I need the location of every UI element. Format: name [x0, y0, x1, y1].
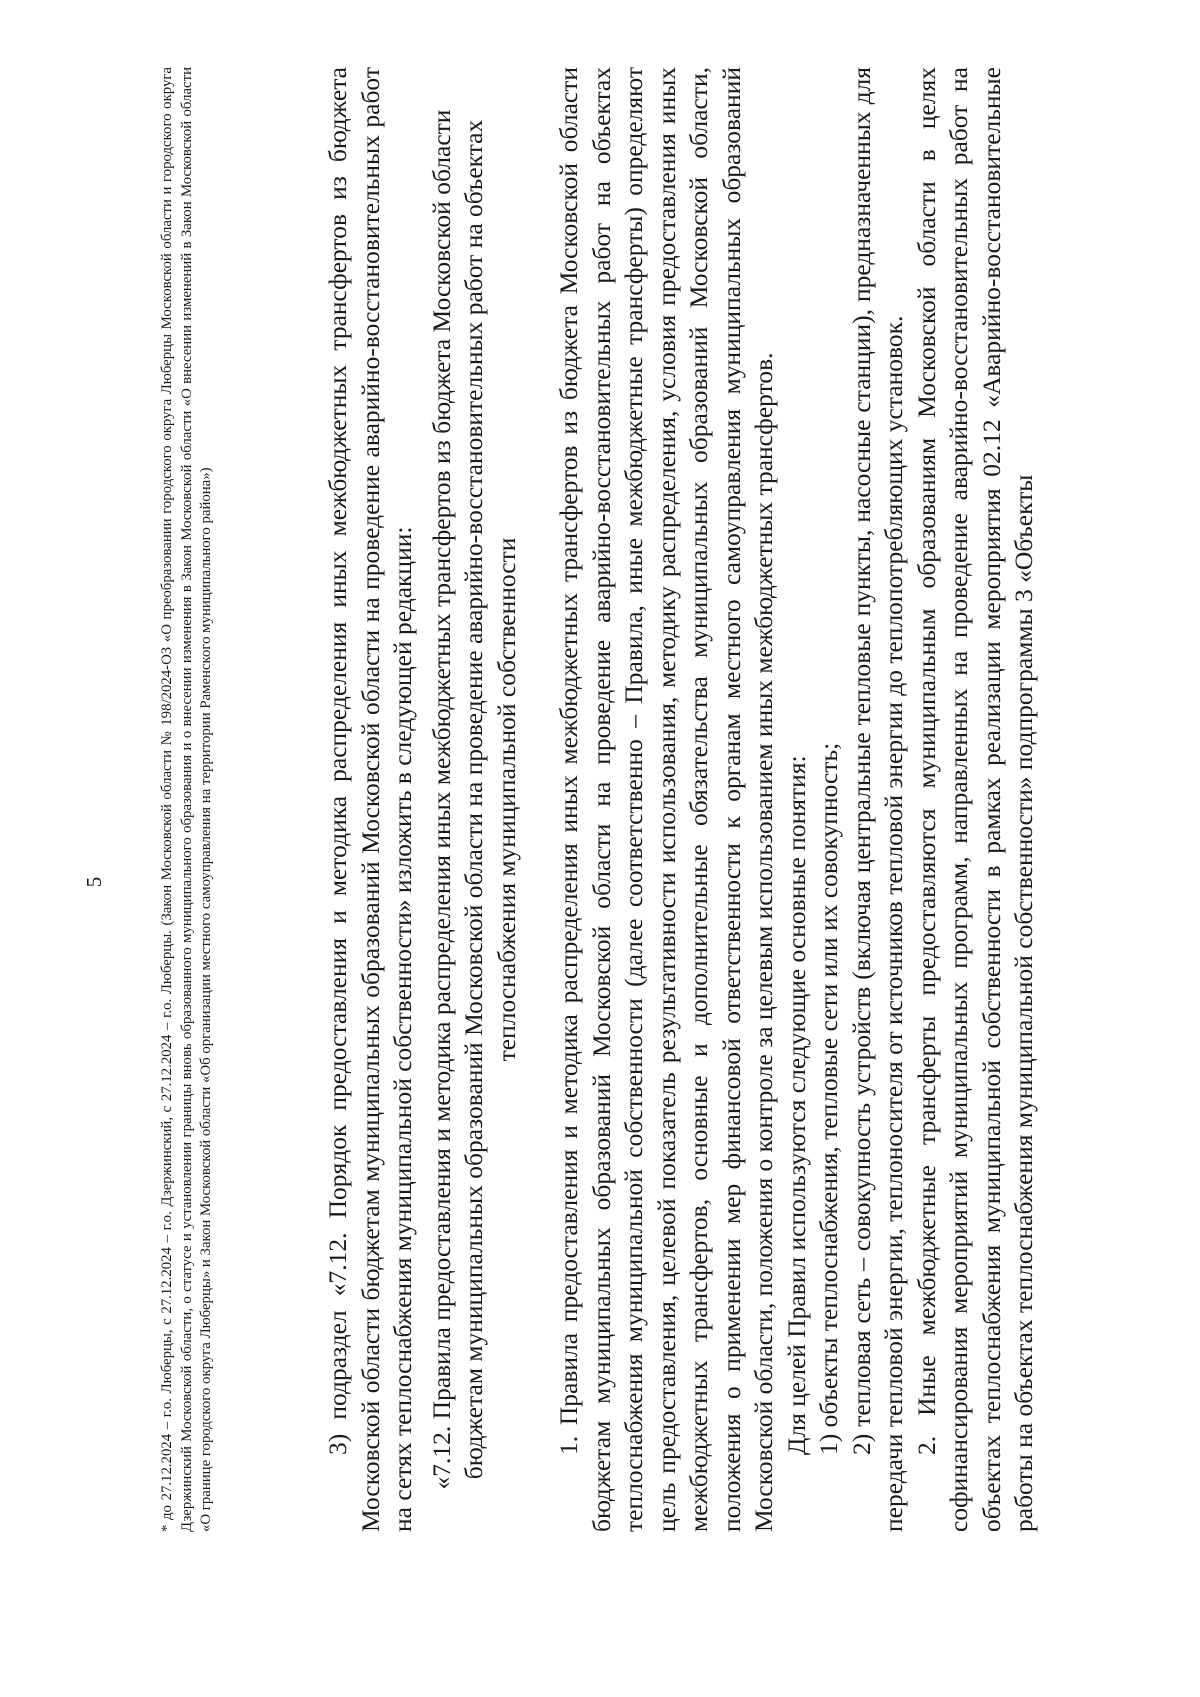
section-heading: «7.12. Правила предоставления и методика распределения иных межбюджетных трансфертов из бюджета Московской области бюджетам муниципальных образований Московской области на проведение аварийно-восстановительных работ на объектах теплоснабжения муниципальной собственности: [426, 109, 521, 1490]
page-number: 5: [82, 876, 106, 888]
paragraph-1: 1. Правила предоставления и методика распределения иных межбюджетных трансфертов из бюджета Московской области бюджетам муниципальных образований Московской области на проведение аварийно-восстановительных работ на объектах теплоснабжения муниципальной собственности (далее соответственно – Правила, иные межбюджетные трансферты) определяют цель предоставления, целевой показатель результативности использования, методику распределения, условия предоставления иных межбюджетных трансфертов, основные и дополнительные обязательства муниципальных образований Московской области, положения о применении мер финансовой ответственности к органам местного самоуправления муниципальных образований Московской области, положения о контроле за целевым использованием иных межбюджетных трансфертов.: [554, 67, 778, 1532]
definition-2: 2) тепловая сеть – совокупность устройств (включая центральные тепловые пункты, насосные станции), предназначенных для передачи тепловой энергии, теплоносителя от источников тепловой энергии до теплопотребляющих установок.: [846, 67, 908, 1532]
paragraph-2: 2. Иные межбюджетные трансферты предоставляются муниципальным образованиям Московской области в целях софинансирования мероприятий муниципальных программ, направленных на проведение аварийно-восстановительных работ на объектах теплоснабжения муниципальной собственности в рамках реализации мероприятия 02.12 «Аварийно-восстановительные работы на объектах теплоснабжения муниципальной собственности» подпрограммы 3 «Объекты: [911, 67, 1038, 1532]
definition-1: 1) объекты теплоснабжения, тепловые сети или их совокупность;: [814, 742, 843, 1455]
definitions-intro: Для целей Правил используются следующие основные понятия:: [781, 755, 811, 1455]
amendment-paragraph: 3) подраздел «7.12. Порядок предоставления и методика распределения иных межбюджетных трансфертов из бюджета Московской области бюджетам муниципальных образований Московской области на проведение аварийно-восстановительных работ на сетях теплоснабжения муниципальной собственности» изложить в следующей редакции:: [323, 67, 417, 1532]
footnote: * до 27.12.2024 – г.о. Люберцы, с 27.12.2024 – г.о. Дзержинский, с 27.12.2024 – г.о. Люберцы. (Закон Московской области № 198/2024-ОЗ «О преобразовании городского округа Люберцы Московской области и городского округа Дзержинский Московской области, о статусе и установлении границы вновь образованного муниципального образования и о внесении изменения в Закон Московской области «О внесении изменений в Закон Московской области «О границе городского округа Люберцы» и Закон Московской области «Об организации местного самоуправления на территории Раменского муниципального района»): [159, 67, 214, 1532]
main-text: [322, 67, 1041, 1532]
